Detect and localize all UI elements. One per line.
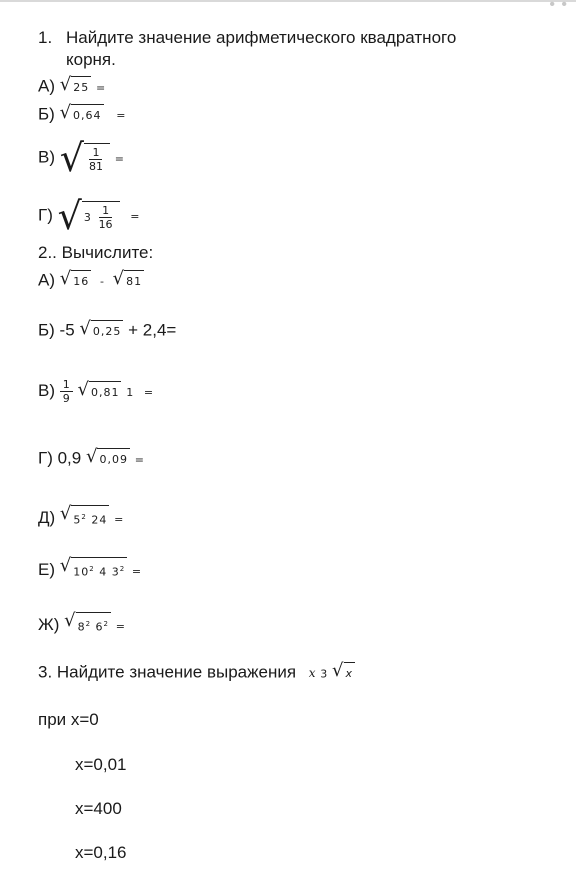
q1-item-v — [38, 136, 124, 180]
q1-item-a — [38, 76, 105, 98]
sqrt-expression: √ $5^2$ 24 — [60, 505, 109, 532]
q3-x1: x=0,01 — [75, 755, 127, 774]
q1-item-b — [38, 104, 126, 126]
q3-x3: x=0,16 — [75, 843, 127, 862]
equals-sign: = — [131, 564, 142, 578]
item-label: А) — [38, 76, 55, 96]
item-label: Б) -5 — [38, 320, 75, 340]
sqrt-expression: √ 0,81 — [77, 381, 121, 403]
q3-at-x0: при x=0 — [38, 710, 99, 729]
q2-item-b — [38, 320, 176, 342]
q1-title-cont: корня. — [66, 50, 116, 69]
sqrt-fraction — [84, 143, 110, 173]
item-label: А) — [38, 270, 55, 290]
minus-sign: - — [99, 275, 104, 289]
equals-sign: = — [95, 81, 106, 95]
item-label: В) — [38, 380, 55, 400]
q2-title: 2.. Вычислите: — [38, 243, 154, 262]
item-label: Г) — [38, 205, 53, 225]
equals-sign: = — [116, 109, 126, 123]
q1-title — [38, 28, 456, 48]
fraction: $\frac{1}{9}$ — [60, 378, 73, 405]
item-label: Д) — [38, 507, 56, 527]
sqrt-sign: √ — [57, 194, 82, 238]
equals-sign: = — [134, 453, 144, 467]
equals-sign: = — [114, 152, 124, 166]
q2-item-v: В) $\frac{1}{9}$ √ 0,81 1 = — [38, 378, 154, 405]
sqrt-mixed-number: 3 $\frac{1}{16}$ — [82, 201, 120, 231]
q2-item-d — [38, 505, 123, 532]
q2-item-e — [38, 557, 141, 584]
q3-title-text: 3. Найдите значение выражения — [38, 662, 297, 682]
sqrt-expression: √ 25 — [60, 76, 91, 98]
sqrt-expression: √ 0,09 — [86, 448, 130, 470]
fraction: $\frac{1}{81}$ — [88, 146, 103, 173]
q3-title: 3. Найдите значение выражения x 3 √ x — [38, 662, 355, 685]
q2-item-zh — [38, 612, 125, 639]
equals-sign: = — [114, 512, 124, 526]
item-label: Е) — [38, 559, 55, 579]
q2-item-g — [38, 448, 144, 470]
q2-item-a — [38, 270, 144, 292]
sqrt-expression: √ x — [332, 662, 355, 684]
item-label: Ж) — [38, 614, 60, 634]
sqrt-expression: √ 0,25 — [79, 320, 123, 342]
item-label: В) — [38, 147, 55, 167]
corner-mark: • • — [549, 0, 568, 13]
sqrt-sign: √ — [59, 136, 84, 180]
equals-sign: = — [115, 619, 125, 633]
equals-sign: = — [130, 210, 140, 224]
sqrt-expression: √ 81 — [113, 270, 144, 292]
q1-item-g — [38, 194, 140, 238]
item-label: Г) 0,9 — [38, 448, 82, 468]
fraction: $\frac{1}{16}$ — [98, 204, 113, 231]
equals-sign: = — [143, 385, 154, 399]
sqrt-expression: √ 0,64 — [60, 104, 104, 126]
q1-title-line1: Найдите значение арифметического квадратного — [66, 28, 457, 47]
q3-x2: x=400 — [75, 799, 122, 818]
item-label: Б) — [38, 104, 55, 124]
top-border — [0, 0, 576, 2]
sqrt-expression: √ $8^2$ $6^2$ — [64, 612, 111, 639]
sqrt-expression: √ $10^2$ 4 $3^2$ — [60, 557, 127, 584]
sqrt-expression: √ 16 — [60, 270, 91, 292]
expression-tail: + 2,4= — [128, 320, 177, 340]
q1-number: 1. — [38, 28, 53, 47]
